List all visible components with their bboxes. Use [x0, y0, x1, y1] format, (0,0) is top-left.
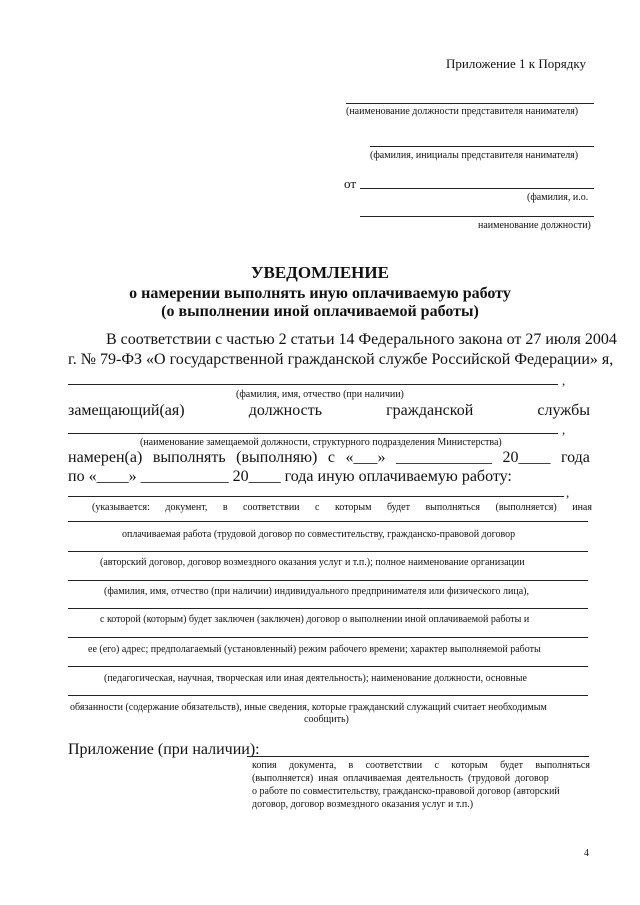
from-position-caption: наименование должности)	[478, 220, 591, 231]
word: «___»	[345, 449, 386, 466]
desc-line: (педагогическая, научная, творческая или иная деятельность); наименование должности, основные	[104, 673, 527, 684]
position-line	[68, 433, 558, 434]
word: выполняться	[535, 760, 590, 771]
word: будет	[386, 502, 410, 513]
word: гражданской	[386, 402, 474, 419]
work-line-5	[68, 608, 588, 609]
from-name-caption: (фамилия, и.о.	[527, 192, 589, 203]
from-name-line	[360, 188, 594, 189]
word: (выполняю)	[236, 449, 318, 466]
word: (указывается:	[92, 502, 150, 513]
desc-line: с которой (которым) будет заключен (заключен) договор о выполнении иной оплачиваемой работы и	[100, 614, 530, 625]
work-line-6	[68, 637, 588, 638]
until-line: по «____» ___________ 20____ года иную оплачиваемую работу:	[68, 468, 512, 485]
word: соответствии	[365, 760, 423, 771]
fio-comma: ,	[562, 373, 566, 388]
desc-line: ее (его) адрес; предполагаемый (установленный) режим рабочего времени; характер выполняемой работы	[88, 644, 541, 655]
work-line-7	[68, 666, 588, 667]
intend-line	[68, 449, 590, 467]
word: которым	[451, 760, 488, 771]
work-line-8	[68, 695, 588, 696]
word: которым	[334, 502, 372, 513]
appendix-label: Приложение (при наличии):	[68, 741, 260, 758]
word: иная	[572, 502, 592, 513]
title-line-2: о намерении выполнять иную оплачиваемую работу	[129, 285, 511, 302]
position-comma: ,	[562, 422, 566, 437]
replacing-line	[68, 402, 590, 420]
desc-line: обязанности (содержание обязательств), иные сведения, которые гражданский служащий считает необходимым	[70, 702, 547, 713]
word: копия	[252, 760, 277, 771]
word: документа,	[288, 760, 337, 771]
word: с	[327, 449, 335, 466]
desc-first-line	[92, 502, 592, 513]
document-title: УВЕДОМЛЕНИЕ	[251, 263, 389, 282]
word: (выполняется)	[495, 502, 557, 513]
employer-position-caption: (наименование должности представителя нанимателя)	[346, 106, 579, 117]
work-line-4	[68, 580, 588, 581]
employer-name-caption: (фамилия, инициалы представителя нанимателя)	[370, 150, 579, 161]
word: 20____	[502, 449, 551, 466]
word: будет	[500, 760, 524, 771]
desc-line: (авторский договор, договор возмездного оказания услуг и т.п.); полное наименование организации	[100, 557, 525, 568]
appendix-line-text: договор, договор возмездного оказания услуг и т.п.)	[252, 799, 474, 810]
work-line	[68, 496, 564, 497]
appendix-reference: Приложение 1 к Порядку	[446, 56, 586, 71]
word: должность	[248, 402, 323, 419]
employer-position-line	[346, 103, 594, 104]
word: соответствии	[243, 502, 300, 513]
paragraph-line-1: В соответствии с частью 2 статьи 14 Федерального закона от 27 июля 2004	[106, 331, 617, 348]
desc-line: оплачиваемая работа (трудовой договор по совместительству, гражданско-правовой договор	[122, 529, 516, 540]
position-caption: (наименование замещаемой должности, структурного подразделения Министерства)	[140, 437, 502, 448]
appendix-line-text: (выполняется) иная оплачиваемая деятельность (трудовой договор	[252, 773, 549, 784]
from-position-line	[360, 216, 594, 217]
paragraph-line-2: г. № 79-ФЗ «О государственной гражданской службе Российской Федерации» я,	[68, 351, 614, 368]
word: намерен(а)	[68, 449, 143, 466]
title-line-3: (о выполнении иной оплачиваемой работы)	[161, 303, 479, 320]
work-line-3	[68, 551, 588, 552]
fio-line	[68, 384, 558, 385]
fio-caption: (фамилия, имя, отчество (при наличии)	[236, 389, 404, 400]
appendix-line-text: о работе по совместительству, гражданско-правовой договор (авторский	[252, 786, 560, 797]
word: в	[222, 502, 228, 513]
word: документ,	[165, 502, 208, 513]
word: года	[560, 449, 590, 466]
from-label: от	[344, 176, 357, 191]
work-comma: ,	[566, 485, 570, 500]
appendix-first-line	[252, 760, 590, 771]
word: службы	[537, 402, 590, 419]
appendix-line	[247, 756, 589, 757]
word: ____________	[395, 449, 492, 466]
desc-line: (фамилия, имя, отчество (при наличии) индивидуального предпринимателя или физического лица),	[104, 586, 529, 597]
employer-name-line	[370, 146, 594, 147]
word: выполнять	[152, 449, 226, 466]
word: выполняться	[425, 502, 481, 513]
page-number: 4	[584, 848, 589, 859]
word: замещающий(ая)	[68, 402, 185, 419]
desc-line: сообщить)	[304, 714, 349, 725]
word: в	[348, 760, 354, 771]
word: с	[434, 760, 439, 771]
work-line-2	[68, 521, 588, 522]
word: с	[315, 502, 320, 513]
